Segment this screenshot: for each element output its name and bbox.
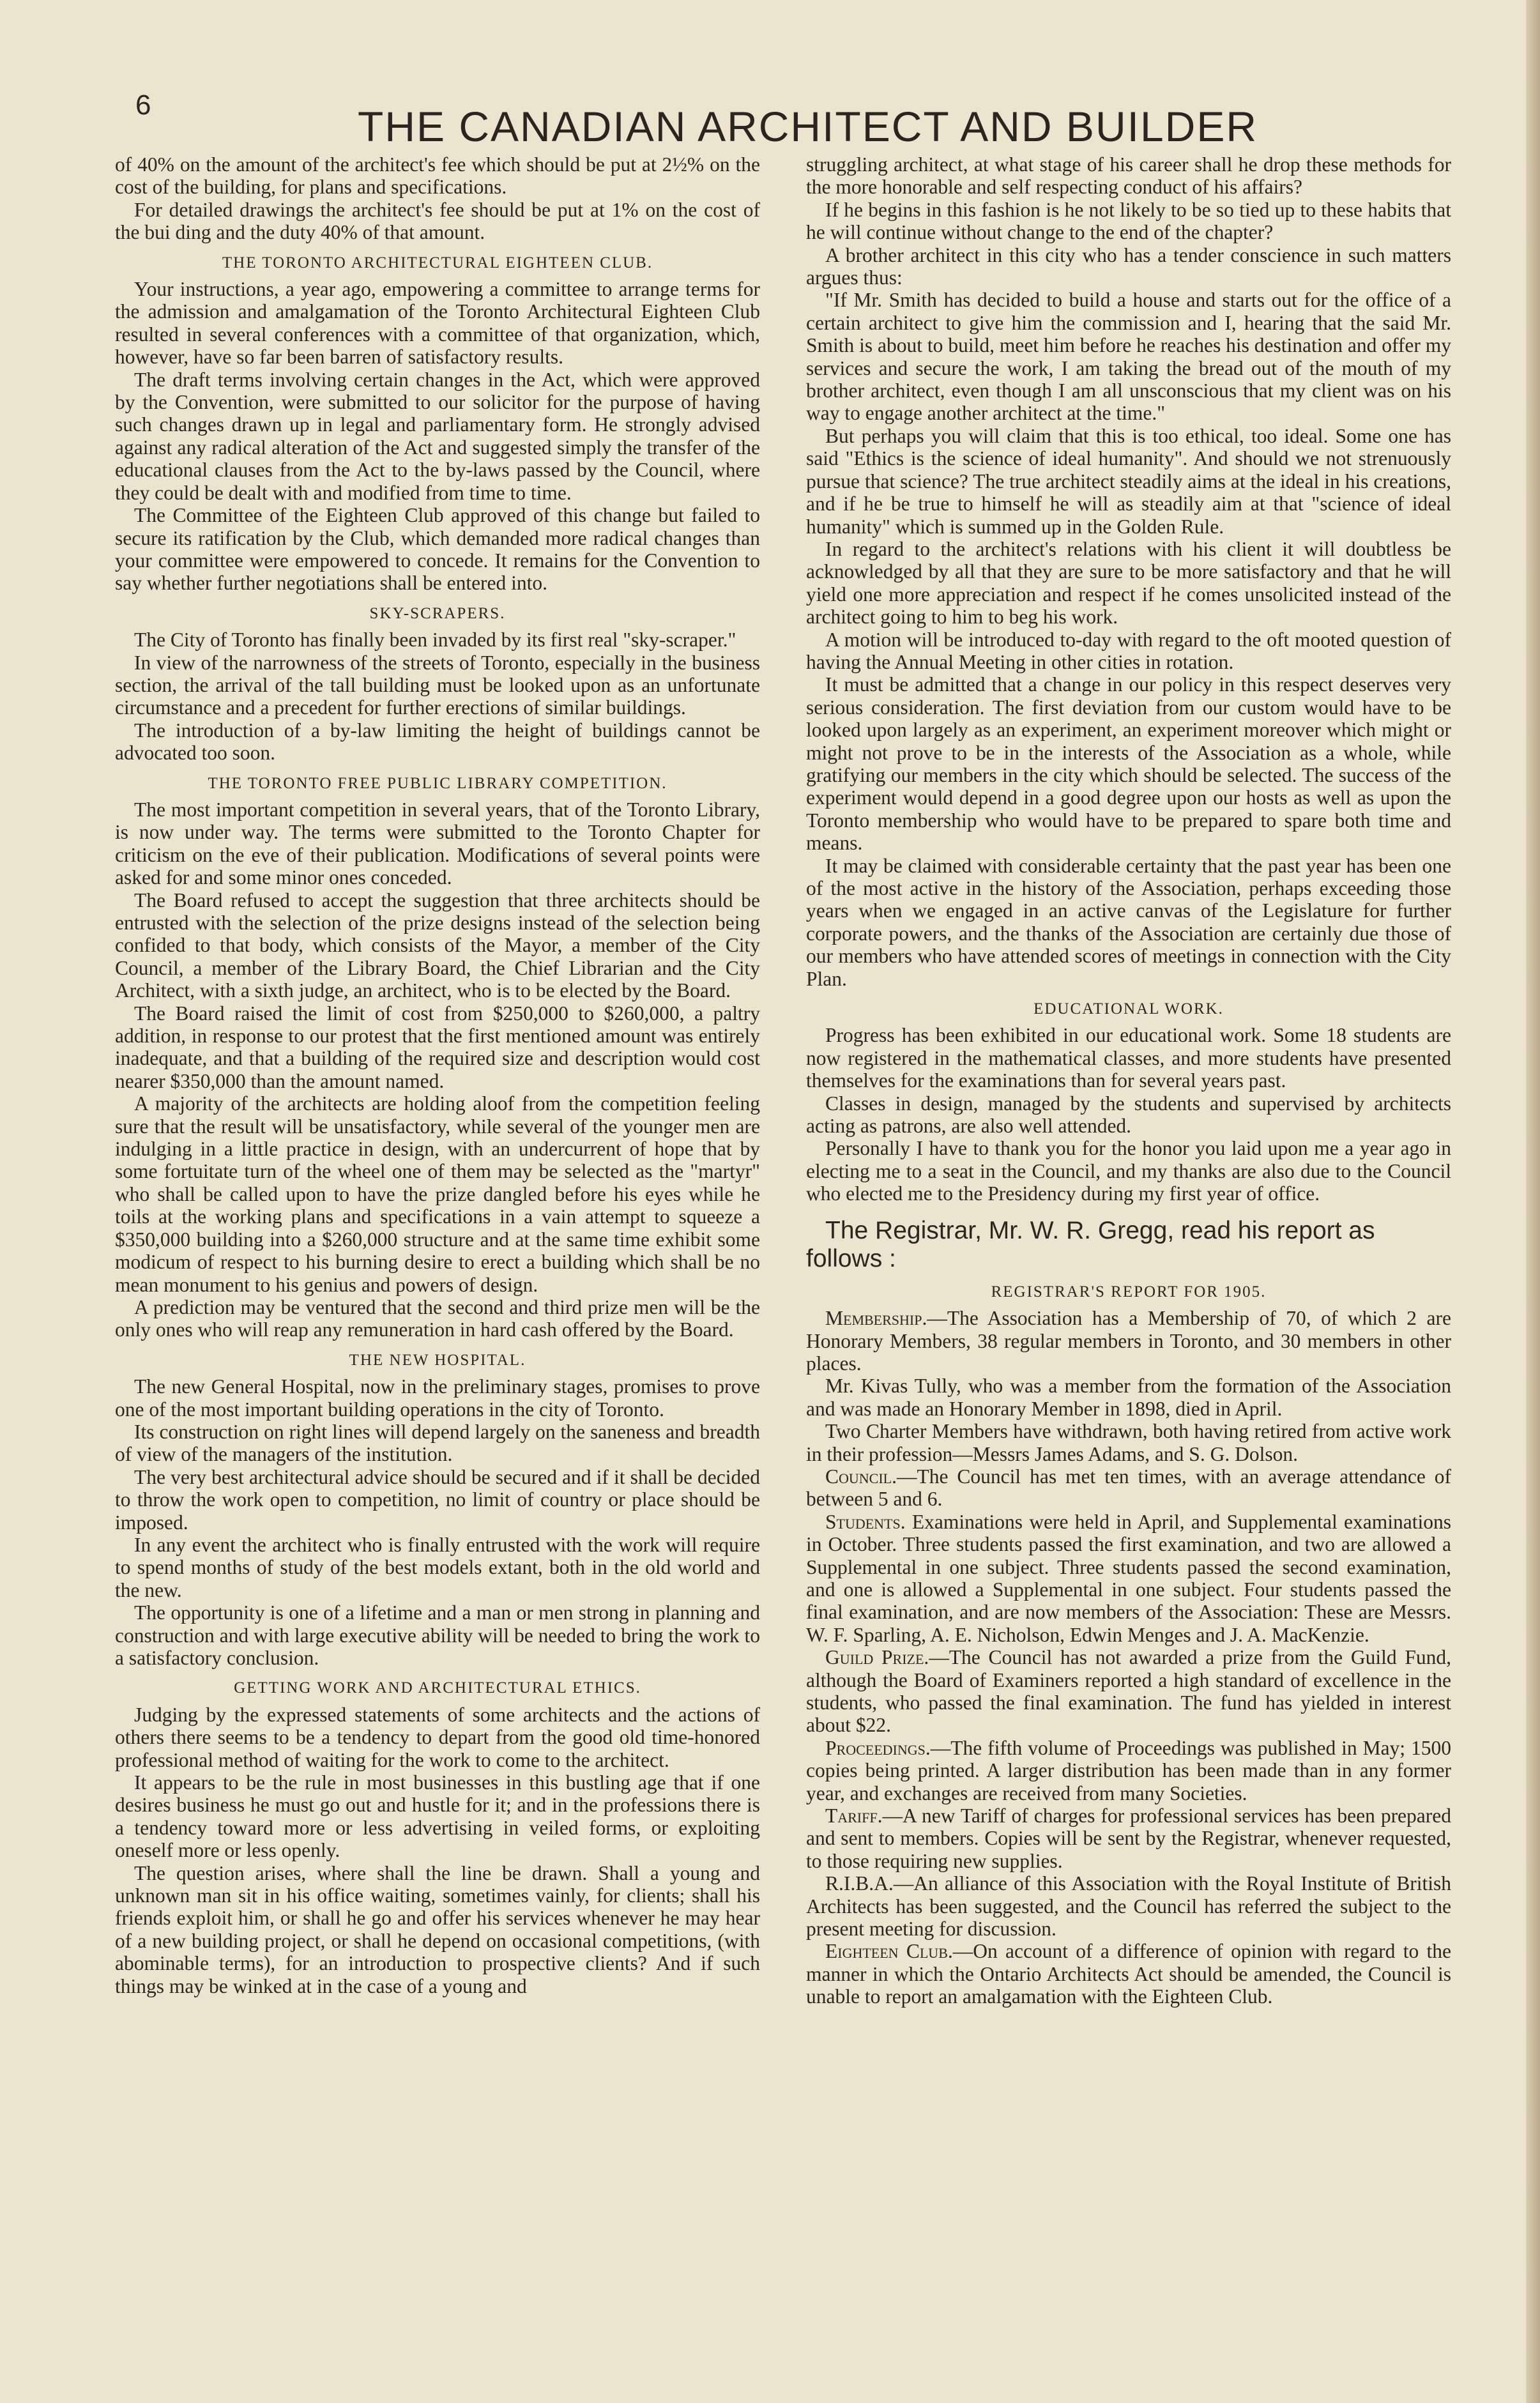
paragraph: The opportunity is one of a lifetime and a man or men strong in planning and construction and with large executive ability will be needed to bring the work to a satisfactory conclusion. — [115, 1601, 760, 1669]
paragraph — [806, 1737, 1451, 1804]
paragraph-text: —The Association has a Membership of 70, of which 2 are Honorary Members, 38 regular members in Toronto, and 30 members in other places. — [806, 1307, 1451, 1375]
paragraph — [806, 1307, 1451, 1375]
paragraph: A brother architect in this city who has a tender conscience in such matters argues thus: — [806, 243, 1451, 289]
paragraph — [806, 1804, 1451, 1872]
paragraph: In any event the architect who is finally entrusted with the work will require to spend months of study of the best models extant, both in the old world and the new. — [115, 1533, 760, 1601]
paragraph: Progress has been exhibited in our educational work. Some 18 students are now registered in the mathematical classes, and more students have presented themselves for the examinations than for several years past. — [806, 1024, 1451, 1092]
paragraph: Classes in design, managed by the students and supervised by architects acting as patrons, are also well attended. — [806, 1092, 1451, 1138]
paragraph-text: Examinations were held in April, and Supplemental examinations in October. Three students passed the first examination, and two are allowed a Supplemental in one subject. Three students passed the second examination, and one is allowed a Supplemental in one subject. Four students passed the final examination, and are now members of the Association: These are Messrs. W. F. Sparling, A. E. Nicholson, Edwin Menges and J. A. MacKenzie. — [806, 1510, 1451, 1646]
right-column — [806, 153, 1451, 2008]
section-heading: REGISTRAR'S REPORT FOR 1905. — [991, 1283, 1267, 1301]
paragraph-lead: Students. — [825, 1510, 906, 1533]
paragraph: The Committee of the Eighteen Club approved of this change but failed to secure its ratification by the Club, which demanded more radical changes than your committee were empowered to concede. It remains for the Convention to say whether further negotiations shall be entered into. — [115, 504, 760, 595]
page-edge-shadow — [1526, 0, 1540, 2403]
paragraph: The question arises, where shall the line be drawn. Shall a young and unknown man sit in his office waiting, sometimes vainly, for clients; shall his friends exploit him, or shall he go and offer his services whenever he may hear of a new building project, or shall he depend on occasional competitions, (with abominable terms), for an introduction to prospective clients? And if such things may be winked at in the case of a young and — [115, 1861, 760, 1997]
paragraph — [806, 1940, 1451, 2008]
paragraph: A motion will be introduced to-day with regard to the oft mooted question of having the Annual Meeting in other cities in rotation. — [806, 628, 1451, 673]
paragraph-lead: Eighteen Club. — [825, 1940, 953, 1963]
paragraph: A prediction may be ventured that the second and third prize men will be the only ones who will reap any remuneration in hard cash offered by the Board. — [115, 1295, 760, 1341]
paragraph: In view of the narrowness of the streets of Toronto, especially in the business section, the arrival of the tall building must be looked upon as an unfortunate circumstance and a precedent for further erections of similar buildings. — [115, 651, 760, 719]
paragraph — [806, 1872, 1451, 1940]
paragraph: It must be admitted that a change in our policy in this respect deserves very serious consideration. The first deviation from our custom would have to be looked upon largely as an experiment, an experiment moreover which might or might not prove to be in the interests of the Association as a whole, while gratifying our members in the city which should be selected. The success of the experiment would depend in a good degree upon our hosts as well as upon the Toronto membership who would have to be prepared to spare both time and means. — [806, 673, 1451, 855]
paragraph-text: —The Council has not awarded a prize from the Guild Fund, although the Board of Examiners reported a high standard of excellence in the students, who passed the final examination. The fund has yielded in interest about $22. — [806, 1646, 1451, 1737]
left-column — [115, 153, 760, 1997]
paragraph — [806, 1511, 1451, 1646]
paragraph: The Board raised the limit of cost from $250,000 to $260,000, a paltry addition, in response to our protest that the first mentioned amount was entirely inadequate, and that a building of the required size and description would cost nearer $350,000 than the amount named. — [115, 1002, 760, 1092]
paragraph: The introduction of a by-law limiting the height of buildings cannot be advocated too soon. — [115, 719, 760, 765]
paragraph-lead: Council. — [825, 1465, 897, 1488]
section-heading: THE NEW HOSPITAL. — [349, 1351, 526, 1369]
paragraph-lead: Guild Prize. — [825, 1646, 929, 1669]
paragraph: The most important competition in several years, that of the Toronto Library, is now under way. The terms were submitted to the Toronto Chapter for criticism on the eve of their publication. Modifications of several points were asked for and some minor ones conceded. — [115, 798, 760, 889]
paragraph-lead: R.I.B.A. — [825, 1872, 894, 1895]
paragraph: of 40% on the amount of the architect's fee which should be put at 2½% on the cost of the building, for plans and specifications. — [115, 153, 760, 199]
paragraph-text: —On account of a difference of opinion with regard to the manner in which the Ontario Architects Act should be amended, the Council is unable to report an amalgamation with the Eighteen Club. — [806, 1940, 1451, 2008]
paragraph: Personally I have to thank you for the honor you laid upon me a year ago in electing me to a seat in the Council, and my thanks are also due to the Council who elected me to the Presidency during my first year of office. — [806, 1137, 1451, 1205]
masthead-title: THE CANADIAN ARCHITECT AND BUILDER — [358, 103, 1258, 150]
paragraph: But perhaps you will claim that this is too ethical, too ideal. Some one has said "Ethics is the science of ideal humanity". And should we not strenuously pursue that science? The true architect steadily aims at the ideal in his creations, and if he be true to himself he will as steadily aim at that "science of ideal humanity" which is summed up in the Golden Rule. — [806, 424, 1451, 538]
paragraph: For detailed drawings the architect's fee should be put at 1% on the cost of the bui ding and the duty 40% of that amount. — [115, 198, 760, 244]
section-heading: SKY-SCRAPERS. — [369, 604, 506, 622]
paragraph: The new General Hospital, now in the preliminary stages, promises to prove one of the most important building operations in the city of Toronto. — [115, 1375, 760, 1421]
paragraph: The very best architectural advice should be secured and if it shall be decided to throw the work open to competition, no limit of country or place should be imposed. — [115, 1465, 760, 1534]
paragraph: "If Mr. Smith has decided to build a house and starts out for the office of a certain architect to give him the commission and I, hearing that the said Mr. Smith is about to build, meet him before he reaches his destination and offer my services and secure the work, I am taking the bread out of the mouth of my brother architect, even though I am all unsconscious that my client was on his way to engage another architect at the time." — [806, 289, 1451, 425]
paragraph: Mr. Kivas Tully, who was a member from the formation of the Association and was made an Honorary Member in 1898, died in April. — [806, 1375, 1451, 1420]
paragraph: The City of Toronto has finally been invaded by its first real "sky-scraper." — [134, 629, 736, 652]
paragraph-lead: Proceedings. — [825, 1736, 931, 1759]
paragraph: A majority of the architects are holding aloof from the competition feeling sure that the result will be unsatisfactory, while several of the younger men are indulging in a little practice in design, with an undercurrent of hope that by some fortuitate turn of the wheel one of them may be selected as the "martyr" who shall be called upon to have the prize dangled before his eyes while he toils at the working plans and specifications in a vain attempt to squeeze a $350,000 building into a $260,000 structure and at the same time exhibit some modicum of respect to his burning desire to erect a building which shall be no mean monument to his genius and powers of design. — [115, 1092, 760, 1296]
paragraph: If he begins in this fashion is he not likely to be so tied up to these habits that he will continue without change to the end of the chapter? — [806, 198, 1451, 244]
paragraph — [806, 1465, 1451, 1511]
registrar-intro: The Registrar, Mr. W. R. Gregg, read his report as follows : — [806, 1216, 1375, 1272]
paragraph: In regard to the architect's relations with his client it will doubtless be acknowledged by all that they are sure to be more satisfactory and that he will yield one more appreciation and respect if he comes unsolicited instead of the architect going to him to beg his work. — [806, 537, 1451, 629]
paragraph: Two Charter Members have withdrawn, both having retired from active work in their profession—Messrs James Adams, and S. G. Dolson. — [806, 1420, 1451, 1465]
paragraph-text: —A new Tariff of charges for professional services has been prepared and sent to members. Copies will be sent by the Registrar, whenever requested, to those requiring new supplies. — [806, 1804, 1451, 1872]
paragraph: Its construction on right lines will depend largely on the saneness and breadth of view of the managers of the institution. — [115, 1420, 760, 1466]
paragraph: Your instructions, a year ago, empowering a committee to arrange terms for the admission and amalgamation of the Toronto Architectural Eighteen Club resulted in several conferences with a committee of that organization, which, however, have so far been barren of satisfactory results. — [115, 278, 760, 369]
page-number: 6 — [135, 89, 151, 121]
paragraph: struggling architect, at what stage of his career shall he drop these methods for the more honorable and self respecting conduct of his affairs? — [806, 153, 1451, 199]
section-heading: THE TORONTO FREE PUBLIC LIBRARY COMPETITION. — [208, 774, 667, 792]
section-heading: GETTING WORK AND ARCHITECTURAL ETHICS. — [234, 1679, 641, 1697]
paragraph: It may be claimed with considerable certainty that the past year has been one of the most active in the history of the Association, perhaps exceeding those years when we engaged in an active canvas of the Legislature for further corporate powers, and the thanks of the Association are certainly due those of our members who have attended scores of meetings in connection with the City Plan. — [806, 854, 1451, 990]
paragraph: The draft terms involving certain changes in the Act, which were approved by the Convention, were submitted to our solicitor for the purpose of having such changes drawn up in legal and parliamentary form. He strongly advised against any radical alteration of the Act and suggested simply the transfer of the educational clauses from the Act to the by-laws passed by the Council, where they could be dealt with and modified from time to time. — [115, 368, 760, 504]
paragraph-lead: Tariff. — [825, 1804, 883, 1827]
paragraph-text: —The Council has met ten times, with an average attendance of between 5 and 6. — [806, 1465, 1451, 1511]
section-heading: EDUCATIONAL WORK. — [1033, 1000, 1224, 1018]
paragraph-text: —An alliance of this Association with the Royal Institute of British Architects has been suggested, and the Council has referred the subject to the present meeting for discussion. — [806, 1872, 1451, 1941]
paragraph-text: —The fifth volume of Proceedings was published in May; 1500 copies being printed. A larger distribution has been made than in any former year, and exchanges are received from many Societies. — [806, 1736, 1451, 1804]
paragraph: It appears to be the rule in most businesses in this bustling age that if one desires business he must go out and hustle for it; and in the professions there is a tendency toward more or less advertising in veiled forms, or exploiting oneself more or less openly. — [115, 1771, 760, 1862]
section-heading: THE TORONTO ARCHITECTURAL EIGHTEEN CLUB. — [222, 254, 653, 271]
paragraph: Judging by the expressed statements of some architects and the actions of others there seems to be a tendency to depart from the good old time-honored professional method of waiting for the work to come to the architect. — [115, 1703, 760, 1771]
paragraph: The Board refused to accept the suggestion that three architects should be entrusted with the selection of the prize designs instead of the selection being confided to that body, which consists of the Mayor, a member of the City Council, a member of the Library Board, the Chief Librarian and the City Architect, with a sixth judge, an architect, who is to be elected by the Board. — [115, 889, 760, 1002]
paragraph-lead: Membership. — [825, 1307, 927, 1330]
paragraph — [806, 1646, 1451, 1737]
